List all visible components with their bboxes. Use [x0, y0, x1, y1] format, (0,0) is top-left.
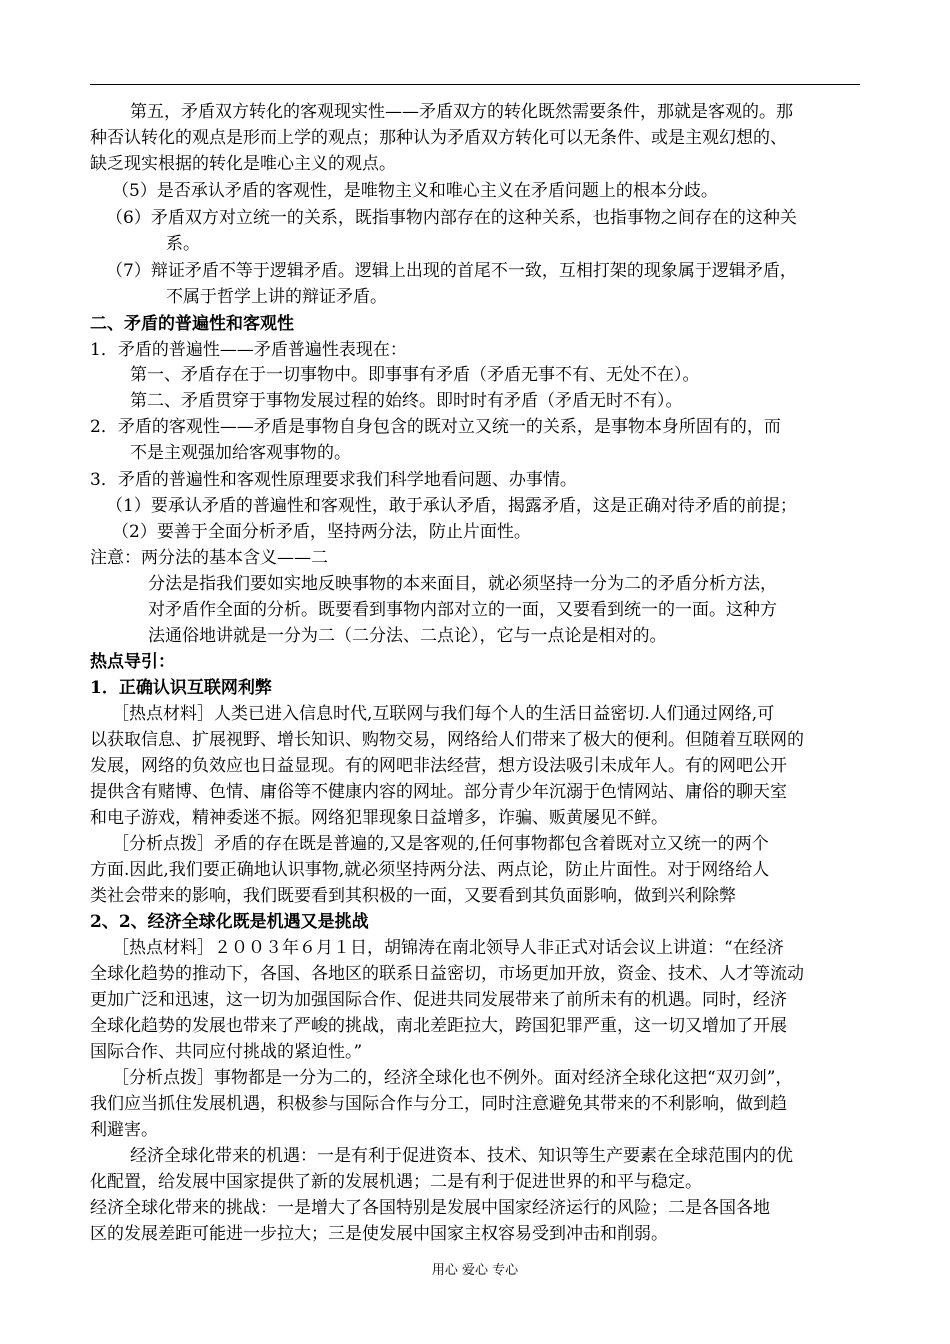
text-line: ［分析点拨］事物都是一分为二的，经济全球化也不例外。面对经济全球化这把“双刃剑”， [112, 1068, 793, 1088]
text-line: 全球化趋势的发展也带来了严峻的挑战，南北差距拉大，跨国犯罪严重，这一切又增加了开展 [90, 1016, 787, 1036]
text-line: 法通俗地讲就是一分为二（二分法、二点论），它与一点论是相对的。 [148, 626, 667, 646]
text-line: 提供含有赌博、色情、庸俗等不健康内容的网址。部分青少年沉溺于色情网站、庸俗的聊天室 [90, 782, 787, 802]
section-heading: 二、矛盾的普遍性和客观性 [90, 314, 294, 334]
text-line: 全球化趋势的推动下，各国、各地区的联系日益密切，市场更加开放，资金、技术、人才等流动 [90, 964, 804, 984]
text-line: 2．矛盾的客观性——矛盾是事物自身包含的既对立又统一的关系，是事物本身所固有的，而 [90, 417, 781, 437]
text-line: 分法是指我们要如实地反映事物的本来面目，就必须坚持一分为二的矛盾分析方法， [148, 574, 777, 594]
text-line: 国际合作、共同应付挑战的紧迫性。” [90, 1042, 363, 1062]
text-line: 种否认转化的观点是形而上学的观点；那种认为矛盾双方转化可以无条件、或是主观幻想的、 [90, 128, 787, 148]
text-line: 经济全球化带来的机遇：一是有利于促进资本、技术、知识等生产要素在全球范围内的优 [130, 1146, 793, 1166]
text-line: （1）要承认矛盾的普遍性和客观性，敢于承认矛盾，揭露矛盾，这是正确对待矛盾的前提； [106, 496, 797, 516]
section-heading: 热点导引： [90, 652, 175, 672]
text-line: （6）矛盾双方对立统一的关系，既指事物内部存在的这种关系，也指事物之间存在的这种关 [106, 208, 797, 228]
text-line: ［热点材料］人类已进入信息时代,互联网与我们每个人的生活日益密切.人们通过网络,可 [112, 704, 775, 724]
text-line: （5）是否承认矛盾的客观性，是唯物主义和唯心主义在矛盾问题上的根本分歧。 [112, 181, 718, 201]
text-line: ［热点材料］２００３年６月１日，胡锦涛在南北领导人非正式对话会议上讲道：“在经济 [112, 938, 784, 958]
text-line: 利避害。 [90, 1120, 158, 1140]
page-footer: 用心 爱心 专心 [431, 1263, 519, 1278]
text-line: 注意：两分法的基本含义——二 [90, 548, 328, 568]
text-line: 第一、矛盾存在于一切事物中。即事事有矛盾（矛盾无事不有、无处不在）。 [130, 365, 700, 385]
text-line: 第五，矛盾双方转化的客观现实性——矛盾双方的转化既然需要条件，那就是客观的。那 [130, 102, 793, 122]
text-line: 第二、矛盾贯穿于事物发展过程的始终。即时时有矛盾（矛盾无时不有）。 [130, 391, 683, 411]
text-line: 以获取信息、扩展视野、增长知识、购物交易，网络给人们带来了极大的便利。但随着互联网的 [90, 730, 804, 750]
text-line: 方面.因此,我们要正确地认识事物,就必须坚持两分法、两点论，防止片面性。对于网络给人 [90, 860, 770, 880]
text-line: 对矛盾作全面的分析。既要看到事物内部对立的一面，又要看到统一的一面。这种方 [148, 600, 777, 620]
text-line: 缺乏现实根据的转化是唯心主义的观点。 [90, 154, 396, 174]
text-line: 和电子游戏，精神委迷不振。网络犯罪现象日益增多，诈骗、贩黄屡见不鲜。 [90, 808, 668, 828]
text-line: 3．矛盾的普遍性和客观性原理要求我们科学地看问题、办事情。 [90, 470, 577, 490]
text-line: 类社会带来的影响，我们既要看到其积极的一面，又要看到其负面影响，做到兴利除弊 [90, 886, 736, 906]
text-line: 1．矛盾的普遍性——矛盾普遍性表现在： [90, 340, 407, 360]
text-line: 区的发展差距可能进一步拉大；三是使发展中国家主权容易受到冲击和削弱。 [90, 1224, 668, 1244]
text-line: （7）辩证矛盾不等于逻辑矛盾。逻辑上出现的首尾不一致，互相打架的现象属于逻辑矛盾， [106, 261, 797, 281]
topic-heading: 1．正确认识互联网利弊 [90, 678, 272, 698]
text-line: 不是主观强加给客观事物的。 [130, 443, 351, 463]
text-line: 化配置，给发展中国家提供了新的发展机遇；二是有利于促进世界的和平与稳定。 [90, 1172, 702, 1192]
header-rule [90, 84, 860, 85]
text-line: 我们应当抓住发展机遇，积极参与国际合作与分工，同时注意避免其带来的不利影响，做到趋 [90, 1094, 787, 1114]
text-line: 经济全球化带来的挑战：一是增大了各国特别是发展中国家经济运行的风险；二是各国各地 [90, 1198, 770, 1218]
text-line: 不属于哲学上讲的辩证矛盾。 [166, 287, 387, 307]
topic-heading: 2、2、经济全球化既是机遇又是挑战 [90, 912, 369, 932]
text-line: 更加广泛和迅速，这一切为加强国际合作、促进共同发展带来了前所未有的机遇。同时，经济 [90, 990, 787, 1010]
text-line: ［分析点拨］矛盾的存在既是普遍的,又是客观的,任何事物都包含着既对立又统一的两个 [112, 834, 769, 854]
text-line: 系。 [166, 234, 200, 254]
text-line: 发展，网络的负效应也日益显现。有的网吧非法经营，想方设法吸引未成年人。有的网吧公开 [90, 756, 787, 776]
text-line: （2）要善于全面分析矛盾，坚持两分法，防止片面性。 [112, 522, 531, 542]
